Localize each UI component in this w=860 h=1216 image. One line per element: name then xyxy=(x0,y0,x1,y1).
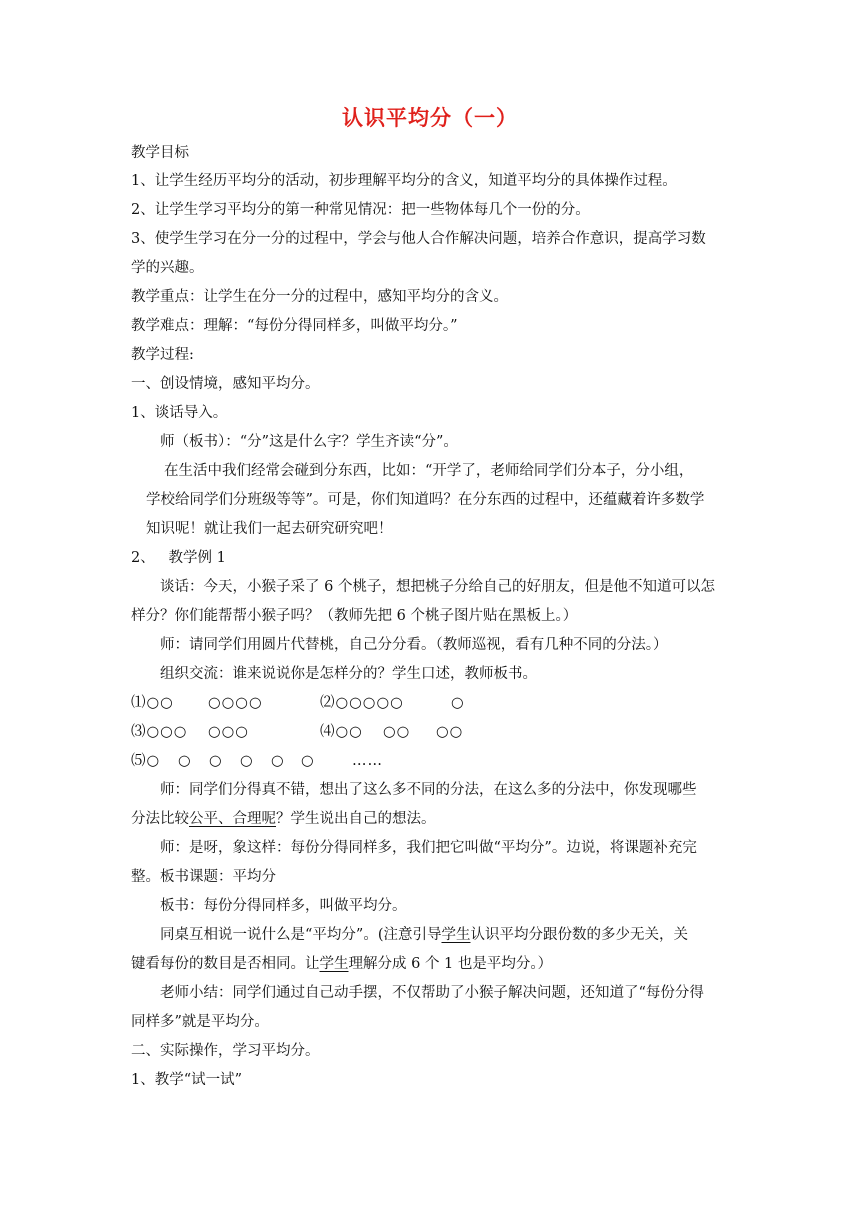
list-item-intro: 1、谈话导入。 xyxy=(131,405,228,421)
key-point: 教学重点：让学生在分一分的过程中，感知平均分的含义。 xyxy=(131,289,508,305)
paragraph xyxy=(160,925,688,945)
method-5-group: ○ xyxy=(178,753,192,769)
method-1-group-b: ○○○○ xyxy=(208,695,263,711)
method-more: …… xyxy=(352,753,383,769)
paragraph: 知识呢！就让我们一起去研究研究吧！ xyxy=(146,521,393,537)
text-run: 分法比较 xyxy=(131,811,189,827)
paragraph: 整。板书课题：平均分 xyxy=(131,869,276,885)
method-5-group: ⑸○ xyxy=(131,753,161,769)
goal-item-3-continued: 学的兴趣。 xyxy=(131,260,204,276)
goal-item-2: 2、让学生学习平均分的第一种常见情况：把一些物体每几个一份的分。 xyxy=(131,202,590,218)
method-1-group-a: ⑴○○ xyxy=(131,695,174,711)
paragraph: 板书：每份分得同样多，叫做平均分。 xyxy=(160,898,407,914)
section-heading-1: 一、创设情境，感知平均分。 xyxy=(131,376,320,392)
text-run: 键看每份的数目是否相同。让 xyxy=(131,956,320,972)
paragraph: 师：请同学们用圆片代替桃，自己分分看。（教师巡视，看有几种不同的分法。） xyxy=(160,637,668,653)
underlined-text: 学生 xyxy=(319,956,349,972)
text-run: 理解分成 6 个 1 也是平均分。） xyxy=(348,956,553,972)
paragraph: 同样多”就是平均分。 xyxy=(131,1014,269,1030)
method-3-group-b: ○○○ xyxy=(208,724,249,740)
text-run: ？学生说出自己的想法。 xyxy=(276,811,436,827)
method-3-group-a: ⑶○○○ xyxy=(131,724,188,740)
paragraph: 在生活中我们经常会碰到分东西，比如：“开学了，老师给同学们分本子，分小组， xyxy=(164,463,694,479)
paragraph xyxy=(131,954,552,974)
paragraph: 师：同学们分得真不错，想出了这么多不同的分法，在这么多的分法中，你发现哪些 xyxy=(160,782,697,798)
text-run: 认识平均分跟份数的多少无关，关 xyxy=(470,927,688,943)
list-item-try: 1、教学“试一试” xyxy=(131,1072,243,1088)
paragraph: 组织交流：谁来说说你是怎样分的？学生口述，教师板书。 xyxy=(160,666,537,682)
paragraph xyxy=(131,809,436,829)
paragraph: 师：是呀，象这样：每份分得同样多，我们把它叫做“平均分”。边说，将课题补充完 xyxy=(160,840,697,856)
goal-heading: 教学目标 xyxy=(131,145,189,161)
goal-item-1: 1、让学生经历平均分的活动，初步理解平均分的含义，知道平均分的具体操作过程。 xyxy=(131,173,677,189)
method-4-group-a: ⑷○○ xyxy=(320,724,363,740)
paragraph: 样分？你们能帮帮小猴子吗？（教师先把 6 个桃子图片贴在黑板上。） xyxy=(131,608,578,624)
method-2-group-a: ⑵○○○○○ xyxy=(320,695,404,711)
difficulty: 教学难点：理解：“每份分得同样多，叫做平均分。” xyxy=(131,318,458,334)
method-4-group-c: ○○ xyxy=(436,724,464,740)
section-heading-2: 二、实际操作，学习平均分。 xyxy=(131,1043,320,1059)
underlined-text: 学生 xyxy=(441,927,471,943)
text-run: 同桌互相说一说什么是“平均分”。(注意引导 xyxy=(160,927,442,943)
paragraph: 师（板书）：“分”这是什么字？学生齐读“分”。 xyxy=(160,434,458,450)
paragraph: 学校给同学们分班级等等”。可是，你们知道吗？在分东西的过程中，还蕴藏着许多数学 xyxy=(146,492,705,508)
paragraph: 老师小结：同学们通过自己动手摆，不仅帮助了小猴子解决问题，还知道了“每份分得 xyxy=(160,985,704,1001)
method-5-group: ○ xyxy=(240,753,254,769)
list-item-example: 2、 教学例 1 xyxy=(131,550,226,566)
method-5-group: ○ xyxy=(209,753,223,769)
paragraph: 谈话：今天，小猴子采了 6 个桃子，想把桃子分给自己的好朋友，但是他不知道可以怎 xyxy=(160,579,715,595)
underlined-text: 公平、合理呢 xyxy=(189,811,276,827)
method-2-group-b: ○ xyxy=(451,695,465,711)
method-5-group: ○ xyxy=(271,753,285,769)
document-title: 认识平均分（一） xyxy=(342,105,518,130)
process-heading: 教学过程: xyxy=(131,347,194,363)
goal-item-3: 3、使学生学习在分一分的过程中，学会与他人合作解决问题，培养合作意识，提高学习数 xyxy=(131,231,706,247)
method-5-group: ○ xyxy=(301,753,315,769)
method-4-group-b: ○○ xyxy=(383,724,411,740)
